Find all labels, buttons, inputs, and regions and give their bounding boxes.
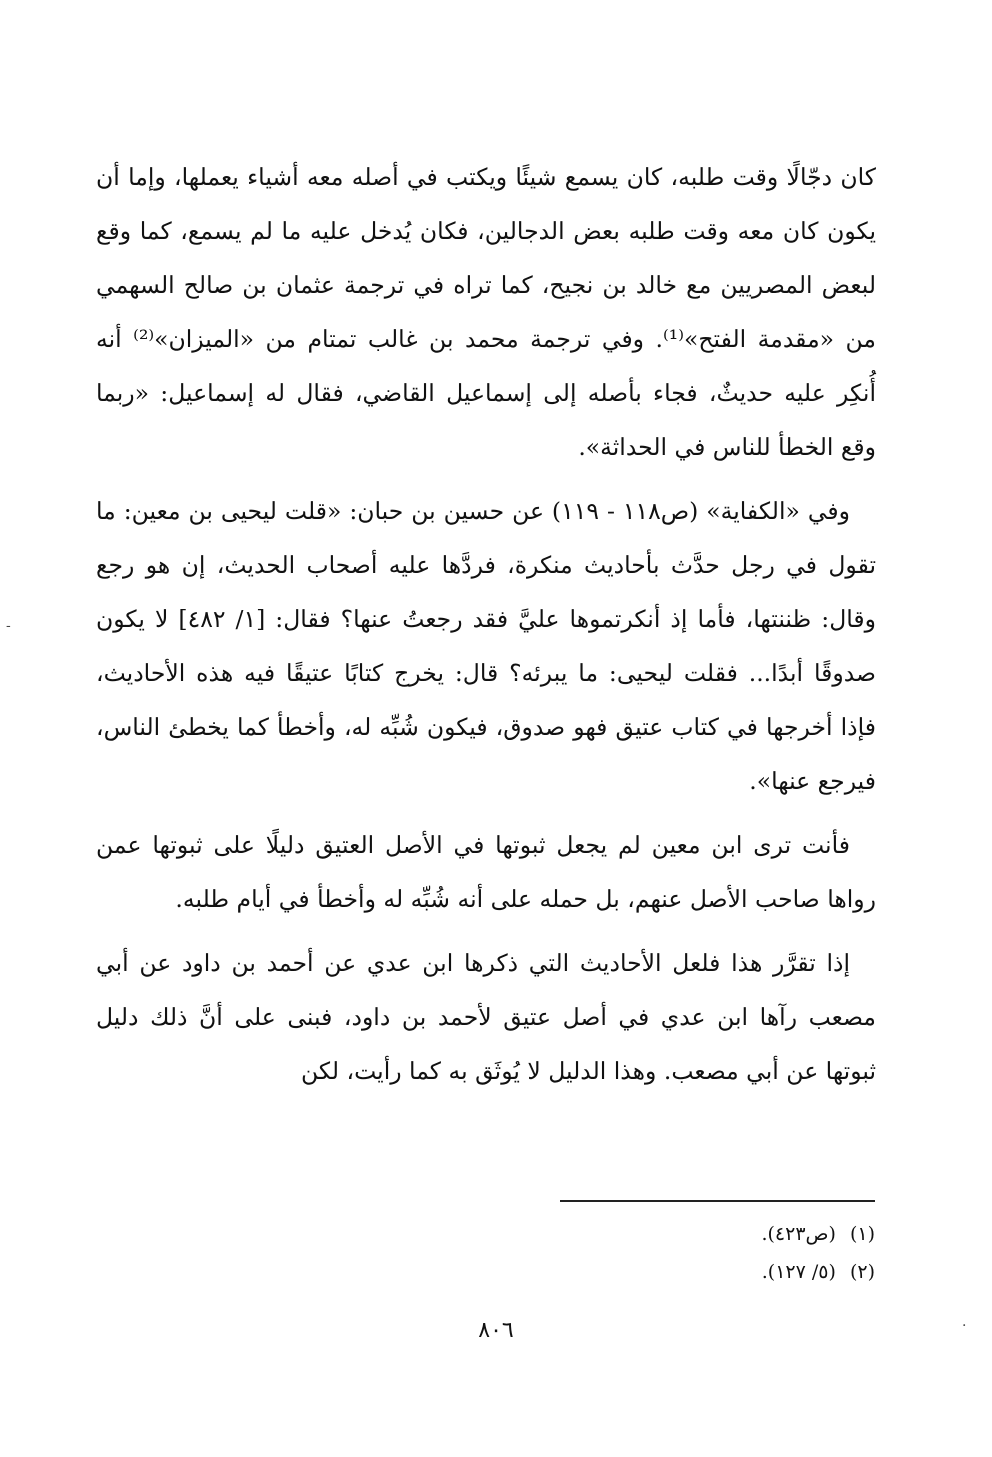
paragraph-1: كان دجّالًا وقت طلبه، كان يسمع شيئًا ويكتب في أصله معه أشياء يعملها، وإما أن يكون كان معه وقت طلبه بعض الدجالين، فكان يُدخل عليه ما لم يسمع، كما وقع لبعض المصريين مع خالد بن نجيح، كما تراه في ترجمة عثمان بن صالح السهمي من «مقدمة الفتح»⁽¹⁾. وفي ترجمة محمد بن غالب تمتام من «الميزان»⁽²⁾ أنه أُنكِر عليه حديثٌ، فجاء بأصله إلى إسماعيل القاضي، فقال له إسماعيل: «ربما وقع الخطأ للناس في الحداثة». bbox=[96, 163, 877, 461]
paragraph-3: فأنت ترى ابن معين لم يجعل ثبوتها في الأصل العتيق دليلًا على ثبوتها عمن رواها صاحب الأصل عنهم، بل حمله على أنه شُبِّه له وأخطأ في أيام طلبه. bbox=[96, 831, 876, 913]
paragraph-4: إذا تقرَّر هذا فلعل الأحاديث التي ذكرها ابن عدي عن أحمد بن داود عن أبي مصعب رآها ابن عدي في أصل عتيق لأحمد بن داود، فبنى على أنَّ ذلك دليل ثبوتها عن أبي مصعب. وهذا الدليل لا يُوثَق به كما رأيت، لكن bbox=[96, 949, 876, 1085]
left-edge-mark: - bbox=[6, 618, 11, 634]
footnotes-block bbox=[500, 1215, 875, 1291]
right-edge-mark: · bbox=[962, 1318, 967, 1334]
main-text-block bbox=[96, 150, 876, 1108]
footnote-1 bbox=[500, 1215, 875, 1253]
footnote-2 bbox=[500, 1253, 875, 1291]
footnote-1-number: (١) bbox=[849, 1223, 875, 1245]
footnote-1-text: (ص٤٢٣). bbox=[761, 1223, 836, 1245]
footnote-2-text: (٥/ ١٢٧). bbox=[761, 1261, 836, 1283]
footnote-2-number: (٢) bbox=[849, 1261, 875, 1283]
paragraph-2: وفي «الكفاية» (ص١١٨ - ١١٩) عن حسين بن حبان: «قلت ليحيى بن معين: ما تقول في رجل حدَّث بأحاديث منكرة، فردَّها عليه أصحاب الحديث، إن هو رجع وقال: ظننتها، فأما إذ أنكرتموها عليَّ فقد رجعتُ عنها؟ فقال: [١/ ٤٨٢] لا يكون صدوقًا أبدًا... فقلت ليحيى: ما يبرئه؟ قال: يخرج كتابًا عتيقًا فيه هذه الأحاديث، فإذا أخرجها في كتاب عتيق فهو صدوق، فيكون شُبِّه له، وأخطأ كما يخطئ الناس، فيرجع عنها». bbox=[96, 497, 877, 795]
footnote-divider bbox=[560, 1200, 875, 1202]
page-number: ٨٠٦ bbox=[478, 1318, 514, 1343]
